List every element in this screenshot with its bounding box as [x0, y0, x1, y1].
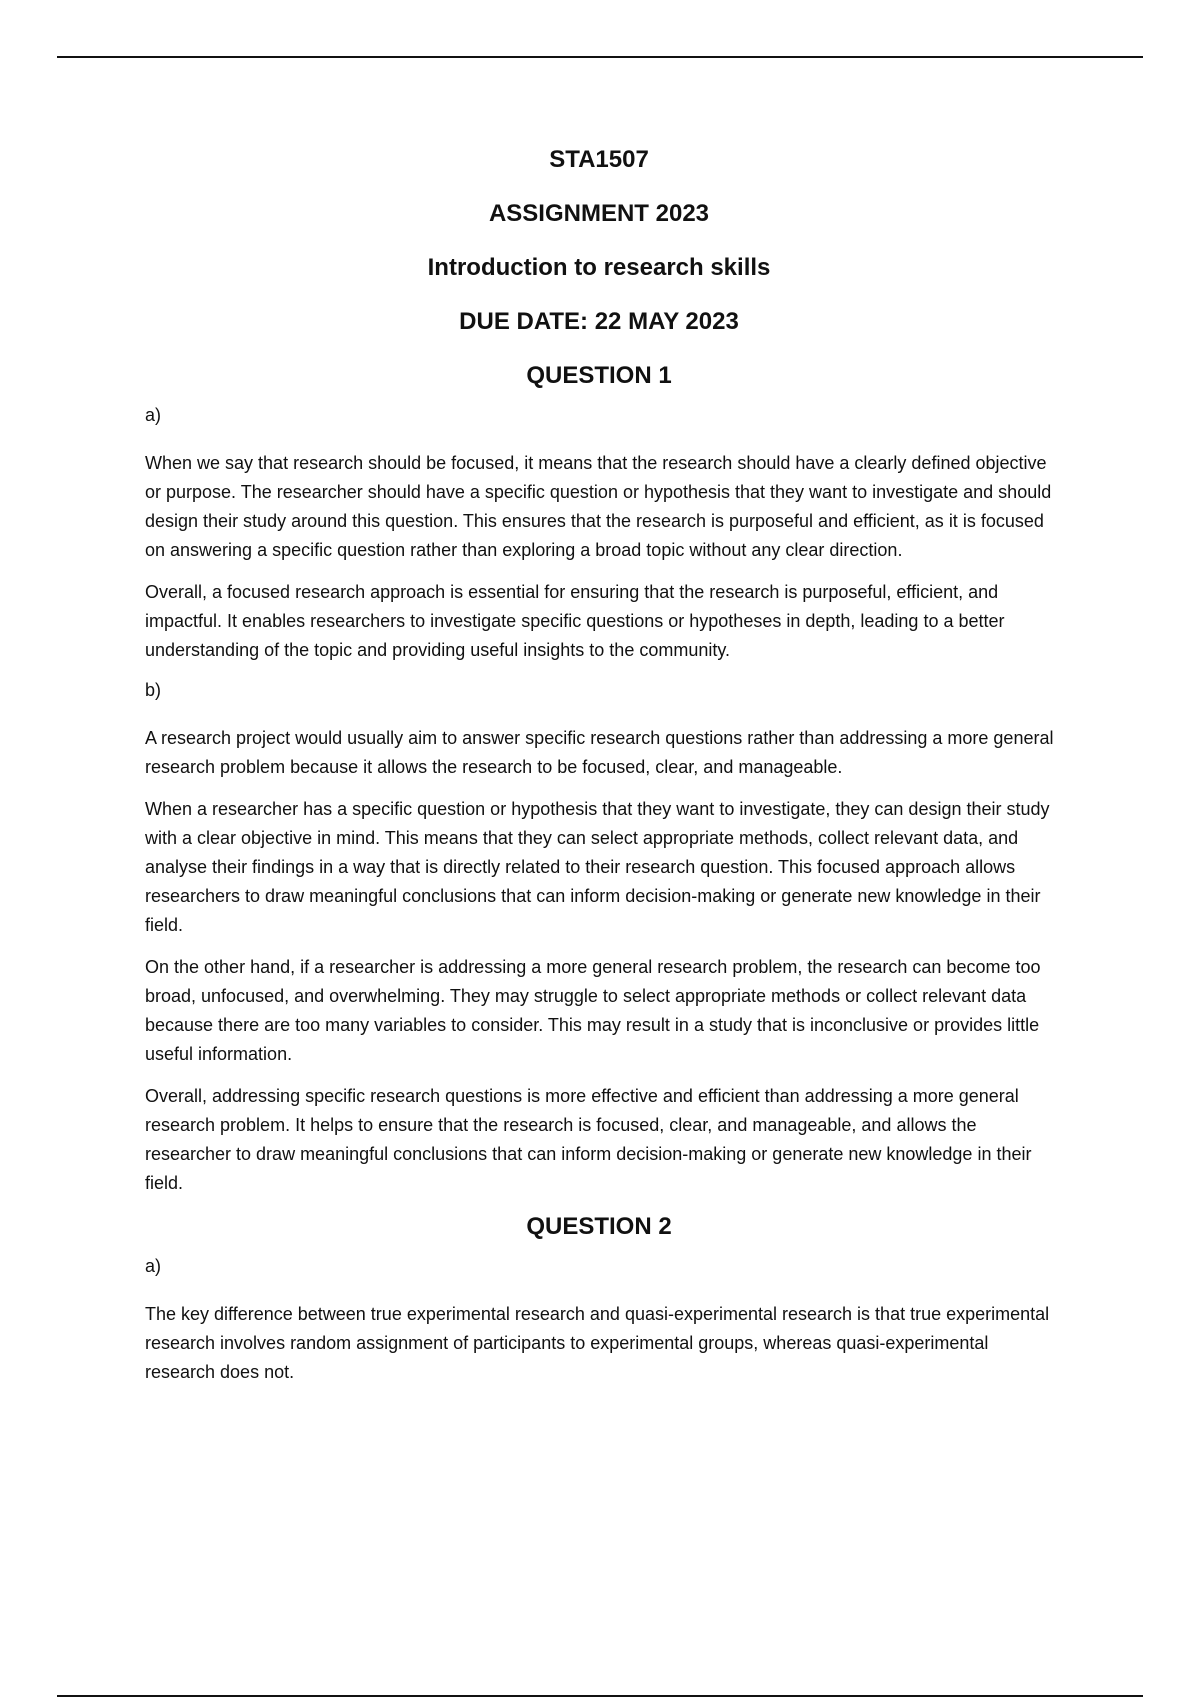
document-body: [145, 145, 1060, 1400]
q1-b-paragraph: On the other hand, if a researcher is addressing a more general research problem, the research can become too broad, unfocused, and overwhelming. They may struggle to select appropriate methods or collect relevant data because there are too many variables to consider. This may result in a study that is inconclusive or provides little useful information.: [145, 957, 1041, 1064]
due-date: DUE DATE: 22 MAY 2023: [459, 308, 739, 335]
q1-b-paragraph: Overall, addressing specific research questions is more effective and efficient than addressing a more general research problem. It helps to ensure that the research is focused, clear, and manageable, and allows the researcher to draw meaningful conclusions that can inform decision-making or generate new knowledge in their field.: [145, 1086, 1032, 1193]
bottom-rule: [57, 1695, 1143, 1697]
question-1-heading: QUESTION 1: [526, 362, 672, 389]
question-2-heading: QUESTION 2: [526, 1213, 672, 1240]
q2-part-a-label: a): [145, 1256, 162, 1276]
q1-part-b-label: b): [145, 680, 162, 700]
q2-a-paragraph: The key difference between true experimental research and quasi-experimental research is that true experimental research involves random assignment of participants to experimental groups, whereas quasi-experimental research does not.: [145, 1304, 1050, 1382]
q1-a-paragraph: When we say that research should be focused, it means that the research should have a clearly defined objective or purpose. The researcher should have a specific question or hypothesis that they want to investigate and should design their study around this question. This ensures that the research is purposeful and efficient, as it is focused on answering a specific question rather than exploring a broad topic without any clear direction.: [145, 453, 1052, 560]
q1-b-paragraph: A research project would usually aim to answer specific research questions rather than addressing a more general research problem because it allows the research to be focused, clear, and manageable.: [145, 728, 1054, 777]
document-title: Introduction to research skills: [427, 254, 771, 281]
top-rule: [57, 56, 1143, 58]
q1-part-a-label: a): [145, 405, 162, 425]
q1-a-paragraph: Overall, a focused research approach is essential for ensuring that the research is purposeful, efficient, and impactful. It enables researchers to investigate specific questions or hypotheses in depth, leading to a better understanding of the topic and providing useful insights to the community.: [145, 582, 1005, 660]
q1-b-paragraph: When a researcher has a specific question or hypothesis that they want to investigate, they can design their study with a clear objective in mind. This means that they can select appropriate methods, collect relevant data, and analyse their findings in a way that is directly related to their research question. This focused approach allows researchers to draw meaningful conclusions that can inform decision-making or generate new knowledge in their field.: [145, 799, 1050, 935]
assignment-title: ASSIGNMENT 2023: [488, 200, 710, 227]
course-code: STA1507: [549, 146, 649, 173]
